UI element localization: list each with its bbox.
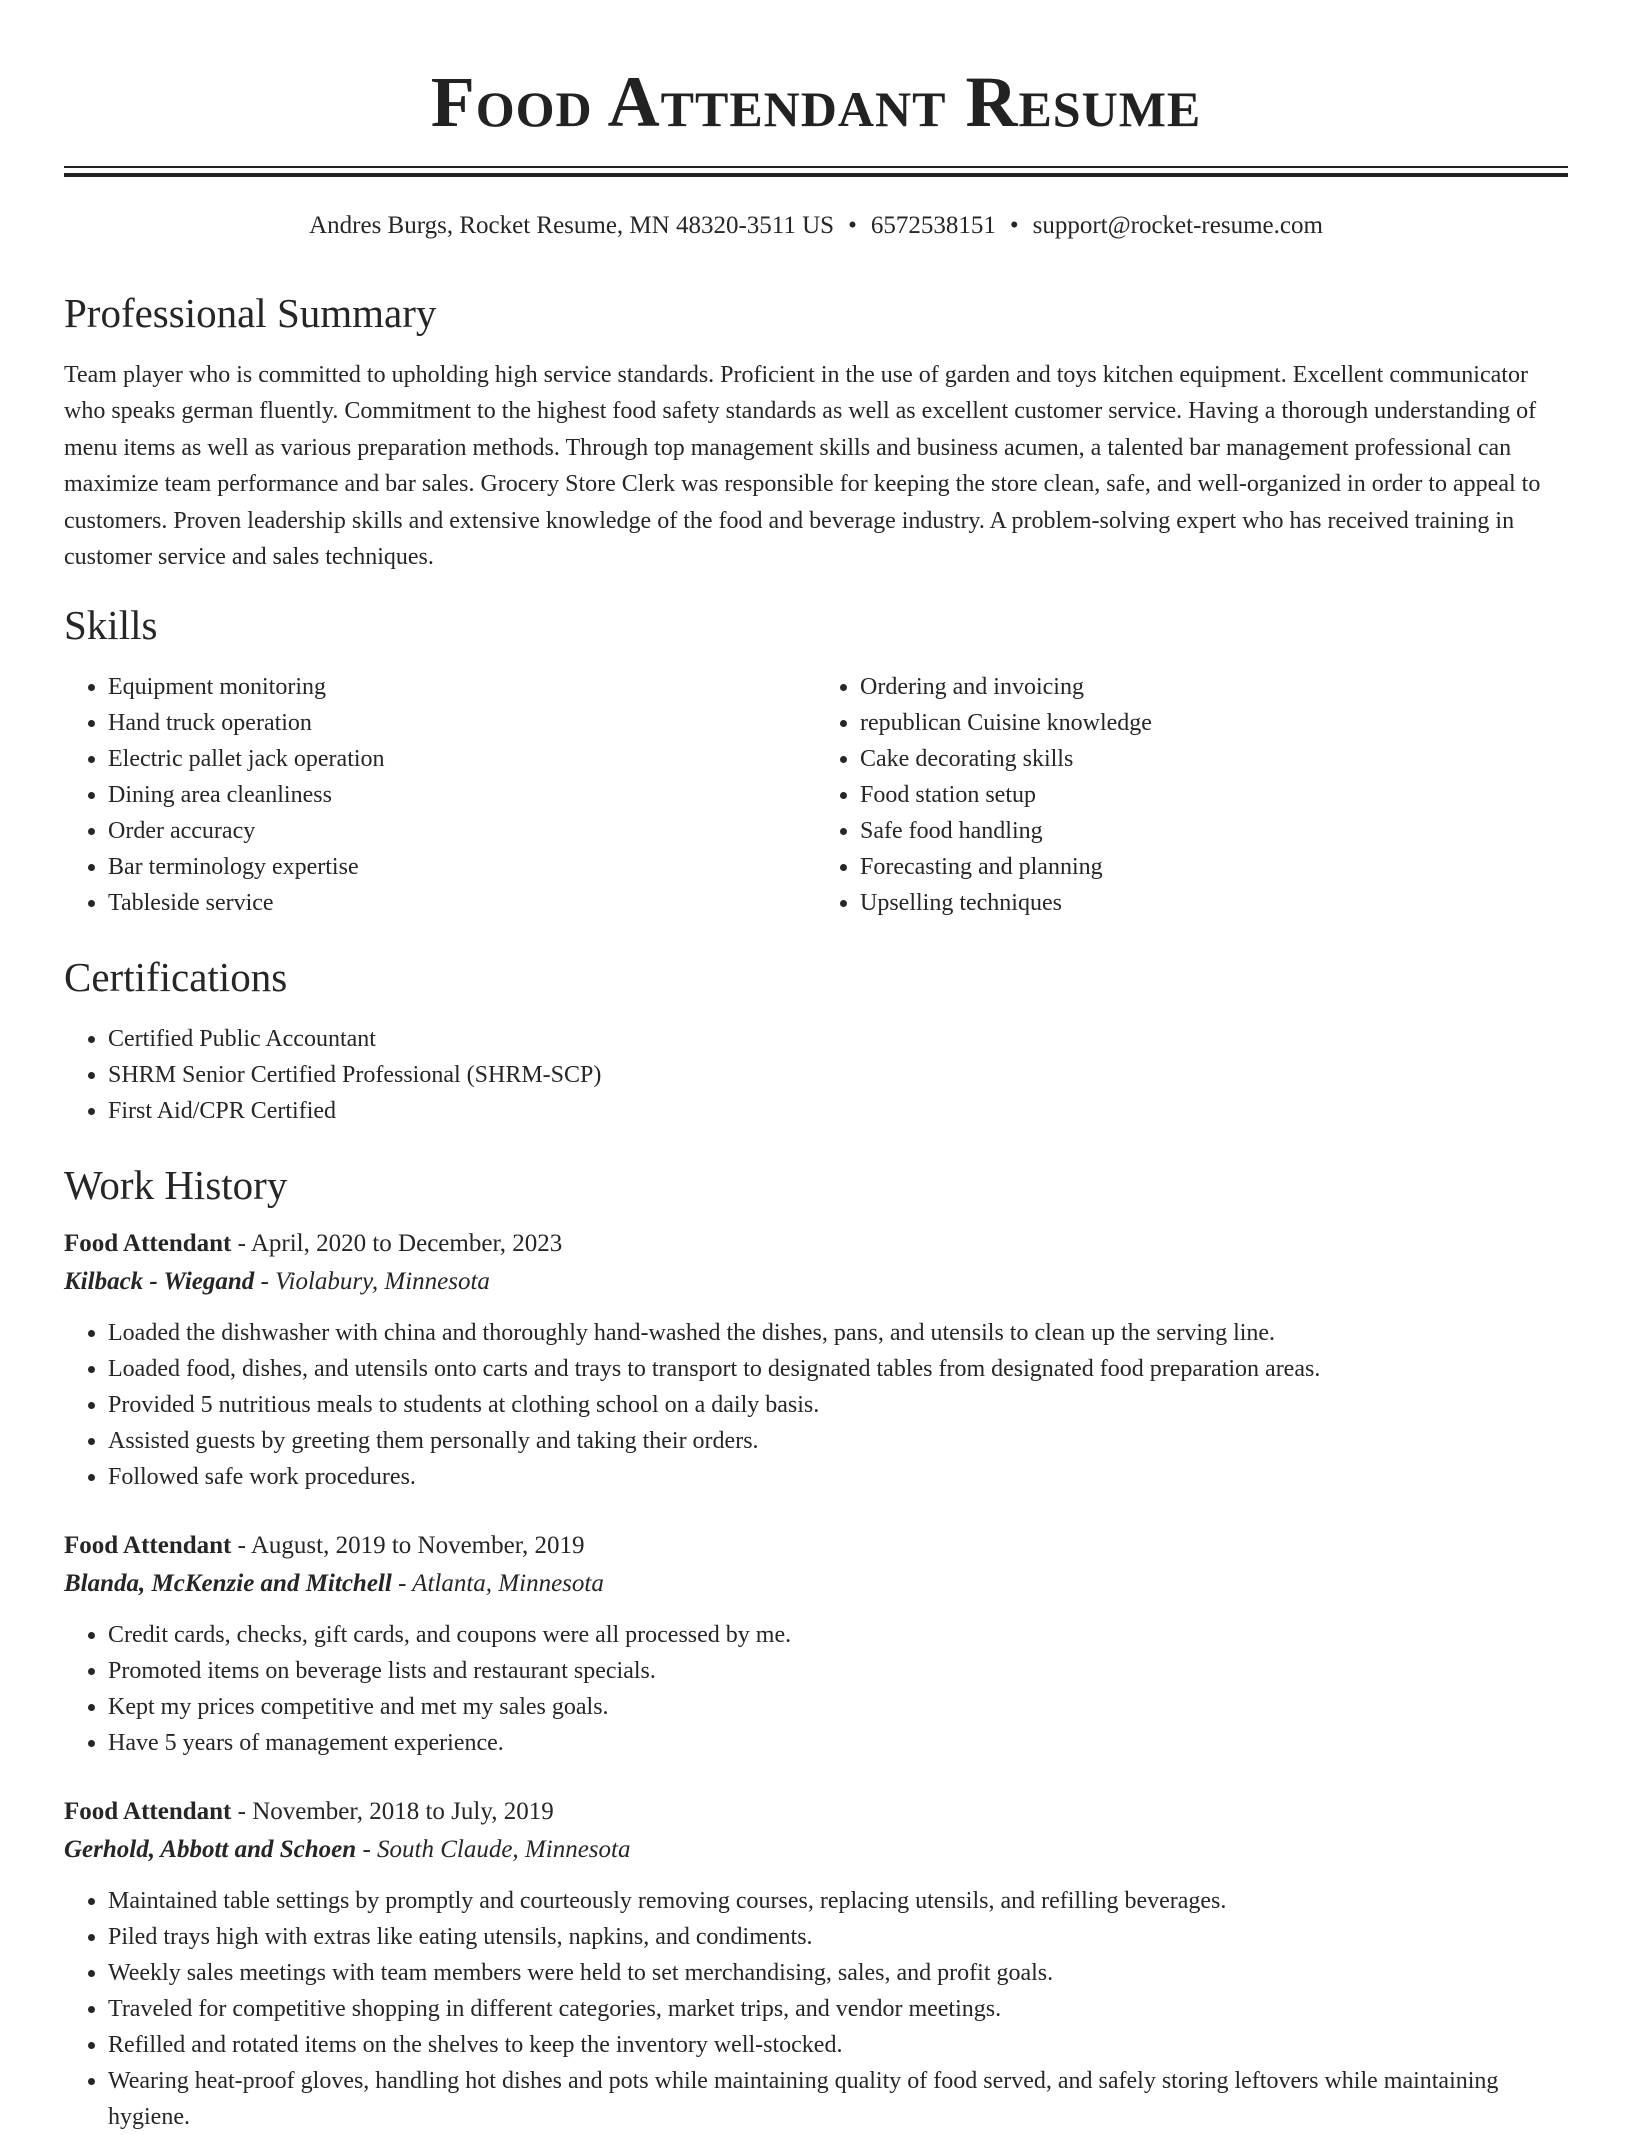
job-entry	[64, 1793, 1568, 2135]
job-entry	[64, 1527, 1568, 1761]
job-duty: • Have 5 years of management experience.	[108, 1725, 1568, 1761]
job-duty: • Weekly sales meetings with team members were held to set merchandising, sales, and profit goals.	[108, 1955, 1568, 1991]
skill-item: • Tableside service	[108, 885, 816, 921]
skills-list-right	[816, 669, 1568, 921]
resume-title: Food Attendant Resume	[430, 62, 1202, 142]
job-duty: • Refilled and rotated items on the shelves to keep the inventory well-stocked.	[108, 2027, 1568, 2063]
job-employer-line	[64, 1263, 1568, 1301]
title-divider	[64, 166, 1568, 177]
skill-item: • Order accuracy	[108, 813, 816, 849]
job-duty: • Kept my prices competitive and met my sales goals.	[108, 1689, 1568, 1725]
skills-list-left	[64, 669, 816, 921]
job-role: Food Attendant	[64, 1230, 232, 1258]
job-duty: • Credit cards, checks, gift cards, and coupons were all processed by me.	[108, 1617, 1568, 1653]
skill-item: • Ordering and invoicing	[860, 669, 1568, 705]
certifications-heading: Certifications	[64, 954, 288, 1001]
job-duty: • Traveled for competitive shopping in different categories, market trips, and vendor meetings.	[108, 1991, 1568, 2027]
resume-page	[64, 0, 1568, 2135]
skill-item: • Equipment monitoring	[108, 669, 816, 705]
certification-item: • SHRM Senior Certified Professional (SHRM-SCP)	[108, 1057, 1568, 1093]
contact-line	[64, 211, 1568, 241]
job-company: Kilback - Wiegand	[64, 1268, 255, 1296]
skill-item: • Cake decorating skills	[860, 741, 1568, 777]
job-role: Food Attendant	[64, 1798, 232, 1826]
job-duties-list	[64, 1617, 1568, 1761]
job-role: Food Attendant	[64, 1532, 232, 1560]
job-title-line	[64, 1225, 1568, 1263]
skill-item: • Hand truck operation	[108, 705, 816, 741]
job-duty: • Maintained table settings by promptly and courteously removing courses, replacing utensils, and refilling beverages.	[108, 1883, 1568, 1919]
skill-item: • Safe food handling	[860, 813, 1568, 849]
job-title-line	[64, 1793, 1568, 1831]
skill-item: • Forecasting and planning	[860, 849, 1568, 885]
certification-item: • Certified Public Accountant	[108, 1021, 1568, 1057]
job-location: - Violabury, Minnesota	[254, 1268, 490, 1296]
skill-item: • Food station setup	[860, 777, 1568, 813]
job-dates: - November, 2018 to July, 2019	[231, 1798, 554, 1826]
job-company: Gerhold, Abbott and Schoen	[64, 1836, 357, 1864]
summary-text: Team player who is committed to upholding high service standards. Proficient in the use of garden and toys kitchen equipment. Excellent communicator who speaks german fluently. Commitment to the highest food safety standards as well as excellent customer service. Having a thorough understanding of menu items as well as various preparation methods. Through top management skills and business acumen, a talented bar management professional can maximize team performance and bar sales. Grocery Store Clerk was responsible for keeping the store clean, safe, and well-organized in order to appeal to customers. Proven leadership skills and extensive knowledge of the food and beverage industry. A problem-solving expert who has received training in customer service and sales techniques.	[64, 362, 1541, 571]
job-dates: - April, 2020 to December, 2023	[231, 1230, 563, 1258]
job-duty: • Wearing heat-proof gloves, handling hot dishes and pots while maintaining quality of food served, and safely storing leftovers while maintaining hygiene.	[108, 2063, 1568, 2135]
skill-item: • Upselling techniques	[860, 885, 1568, 921]
job-duty: • Promoted items on beverage lists and restaurant specials.	[108, 1653, 1568, 1689]
job-dates: - August, 2019 to November, 2019	[231, 1532, 585, 1560]
certifications-list	[64, 1021, 1568, 1129]
work-history-heading: Work History	[64, 1162, 288, 1209]
contact-address: Andres Burgs, Rocket Resume, MN 48320-3511 US	[309, 212, 835, 239]
skill-item: • republican Cuisine knowledge	[860, 705, 1568, 741]
job-employer-line	[64, 1565, 1568, 1603]
skill-item: • Dining area cleanliness	[108, 777, 816, 813]
contact-email: support@rocket-resume.com	[1032, 212, 1323, 239]
job-employer-line	[64, 1831, 1568, 1869]
job-duty: • Assisted guests by greeting them personally and taking their orders.	[108, 1423, 1568, 1459]
skills-heading: Skills	[64, 602, 158, 649]
job-company: Blanda, McKenzie and Mitchell	[64, 1570, 392, 1598]
job-duties-list	[64, 1315, 1568, 1495]
summary-heading: Professional Summary	[64, 290, 437, 336]
job-entry	[64, 1225, 1568, 1495]
job-duty: • Provided 5 nutritious meals to students at clothing school on a daily basis.	[108, 1387, 1568, 1423]
job-duty: • Followed safe work procedures.	[108, 1459, 1568, 1495]
certification-item: • First Aid/CPR Certified	[108, 1093, 1568, 1129]
contact-phone: 6572538151	[870, 212, 996, 239]
job-duty: • Loaded the dishwasher with china and thoroughly hand-washed the dishes, pans, and utensils to clean up the serving line.	[108, 1315, 1568, 1351]
skills-columns	[64, 669, 1568, 921]
contact-separator: •	[1009, 212, 1019, 239]
skill-item: • Electric pallet jack operation	[108, 741, 816, 777]
job-duty: • Piled trays high with extras like eating utensils, napkins, and condiments.	[108, 1919, 1568, 1955]
job-location: - South Claude, Minnesota	[356, 1836, 631, 1864]
skill-item: • Bar terminology expertise	[108, 849, 816, 885]
job-location: - Atlanta, Minnesota	[391, 1570, 604, 1598]
job-title-line	[64, 1527, 1568, 1565]
job-duty: • Loaded food, dishes, and utensils onto carts and trays to transport to designated tables from designated food preparation areas.	[108, 1351, 1568, 1387]
job-duties-list	[64, 1883, 1568, 2135]
contact-separator: •	[848, 212, 857, 239]
